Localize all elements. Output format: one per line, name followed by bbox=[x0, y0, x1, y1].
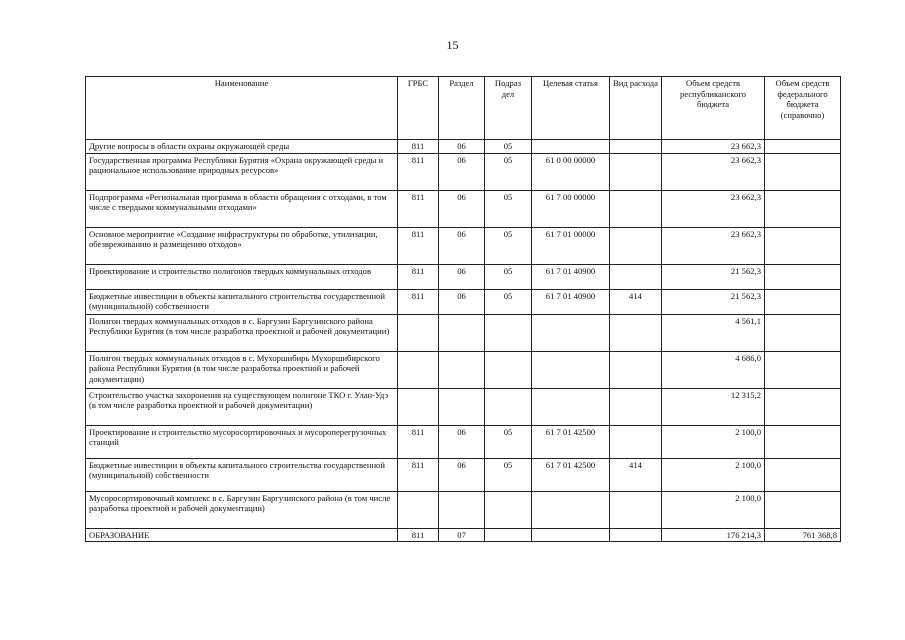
table-row bbox=[86, 351, 841, 388]
cell-respublika: 23 662,3 bbox=[662, 153, 765, 190]
cell-federal bbox=[765, 314, 841, 351]
cell-grbs: 811 bbox=[398, 140, 439, 154]
cell-razdel: 06 bbox=[439, 425, 485, 458]
cell-respublika: 2 100,0 bbox=[662, 491, 765, 528]
cell-celevaya: 61 7 01 40900 bbox=[532, 289, 610, 314]
cell-respublika: 2 100,0 bbox=[662, 425, 765, 458]
cell-grbs: 811 bbox=[398, 289, 439, 314]
cell-podrazdel: 05 bbox=[485, 140, 532, 154]
cell-vid: 414 bbox=[610, 458, 662, 491]
cell-federal bbox=[765, 491, 841, 528]
cell-celevaya: 61 7 00 00000 bbox=[532, 190, 610, 227]
cell-celevaya bbox=[532, 314, 610, 351]
cell-razdel: 06 bbox=[439, 264, 485, 289]
cell-vid bbox=[610, 190, 662, 227]
cell-celevaya bbox=[532, 351, 610, 388]
cell-razdel bbox=[439, 351, 485, 388]
cell-federal bbox=[765, 153, 841, 190]
cell-respublika: 2 100,0 bbox=[662, 458, 765, 491]
table-row bbox=[86, 458, 841, 491]
table-row bbox=[86, 425, 841, 458]
cell-federal bbox=[765, 458, 841, 491]
cell-razdel: 06 bbox=[439, 458, 485, 491]
cell-podrazdel: 05 bbox=[485, 227, 532, 264]
table-header-row bbox=[86, 77, 841, 140]
cell-respublika: 23 662,3 bbox=[662, 190, 765, 227]
cell-name: Полигон твердых коммунальных отходов в с. Мухоршибирь Мухоршибирского района Республики Бурятия (в том числе разработка проектной и рабочей документации) bbox=[86, 351, 398, 388]
cell-celevaya bbox=[532, 528, 610, 542]
cell-respublika: 21 562,3 bbox=[662, 264, 765, 289]
cell-celevaya: 61 7 01 42500 bbox=[532, 458, 610, 491]
cell-grbs bbox=[398, 491, 439, 528]
cell-vid bbox=[610, 314, 662, 351]
header-federal: Объем средств федерального бюджета (справочно) bbox=[765, 77, 841, 140]
cell-grbs: 811 bbox=[398, 227, 439, 264]
cell-vid bbox=[610, 351, 662, 388]
cell-razdel bbox=[439, 491, 485, 528]
cell-name: Мусоросортировочный комплекс в с. Баргузин Баргузинского района (в том числе разработка проектной и рабочей документации) bbox=[86, 491, 398, 528]
cell-celevaya: 61 0 00 00000 bbox=[532, 153, 610, 190]
cell-podrazdel bbox=[485, 388, 532, 425]
cell-name: Другие вопросы в области охраны окружающей среды bbox=[86, 140, 398, 154]
cell-grbs: 811 bbox=[398, 190, 439, 227]
header-grbs: ГРБС bbox=[398, 77, 439, 140]
cell-federal bbox=[765, 190, 841, 227]
table-body bbox=[86, 140, 841, 542]
table-row bbox=[86, 491, 841, 528]
cell-name: ОБРАЗОВАНИЕ bbox=[86, 528, 398, 542]
cell-podrazdel: 05 bbox=[485, 458, 532, 491]
cell-vid: 414 bbox=[610, 289, 662, 314]
header-vid: Вид расхода bbox=[610, 77, 662, 140]
cell-podrazdel bbox=[485, 528, 532, 542]
cell-vid bbox=[610, 491, 662, 528]
cell-grbs bbox=[398, 351, 439, 388]
cell-celevaya: 61 7 01 40900 bbox=[532, 264, 610, 289]
cell-razdel: 06 bbox=[439, 153, 485, 190]
header-name: Наименование bbox=[86, 77, 398, 140]
budget-table bbox=[85, 76, 841, 542]
cell-grbs: 811 bbox=[398, 528, 439, 542]
page-number: 15 bbox=[446, 38, 459, 52]
table-row bbox=[86, 388, 841, 425]
table-row bbox=[86, 289, 841, 314]
cell-grbs: 811 bbox=[398, 458, 439, 491]
cell-federal: 761 368,8 bbox=[765, 528, 841, 542]
cell-federal bbox=[765, 140, 841, 154]
cell-razdel bbox=[439, 388, 485, 425]
cell-grbs bbox=[398, 388, 439, 425]
cell-name: Основное мероприятие «Создание инфраструктуры по обработке, утилизации, обезвреживанию и размещению отходов» bbox=[86, 227, 398, 264]
cell-name: Проектирование и строительство мусоросортировочных и мусороперегрузочных станций bbox=[86, 425, 398, 458]
cell-respublika: 12 315,2 bbox=[662, 388, 765, 425]
table-row bbox=[86, 528, 841, 542]
cell-federal bbox=[765, 425, 841, 458]
table-row bbox=[86, 314, 841, 351]
cell-respublika: 4 561,1 bbox=[662, 314, 765, 351]
cell-vid bbox=[610, 528, 662, 542]
table-row bbox=[86, 227, 841, 264]
cell-name: Подпрограмма «Региональная программа в области обращения с отходами, в том числе с твердыми коммунальными отходами» bbox=[86, 190, 398, 227]
cell-celevaya bbox=[532, 388, 610, 425]
cell-name: Бюджетные инвестиции в объекты капитального строительства государственной (муниципальной) собственности bbox=[86, 289, 398, 314]
header-celevaya: Целевая статья bbox=[532, 77, 610, 140]
header-razdel: Раздел bbox=[439, 77, 485, 140]
cell-celevaya bbox=[532, 491, 610, 528]
cell-razdel: 07 bbox=[439, 528, 485, 542]
cell-vid bbox=[610, 227, 662, 264]
cell-vid bbox=[610, 153, 662, 190]
cell-celevaya: 61 7 01 00000 bbox=[532, 227, 610, 264]
cell-federal bbox=[765, 227, 841, 264]
cell-vid bbox=[610, 140, 662, 154]
header-respublika: Объем средств республиканского бюджета bbox=[662, 77, 765, 140]
cell-grbs: 811 bbox=[398, 425, 439, 458]
cell-federal bbox=[765, 388, 841, 425]
cell-grbs: 811 bbox=[398, 264, 439, 289]
cell-podrazdel bbox=[485, 491, 532, 528]
cell-vid bbox=[610, 388, 662, 425]
cell-razdel: 06 bbox=[439, 227, 485, 264]
cell-podrazdel: 05 bbox=[485, 425, 532, 458]
cell-respublika: 4 686,0 bbox=[662, 351, 765, 388]
header-podrazdel: Подраз дел bbox=[485, 77, 532, 140]
table-row bbox=[86, 140, 841, 154]
cell-razdel: 06 bbox=[439, 289, 485, 314]
cell-federal bbox=[765, 264, 841, 289]
cell-vid bbox=[610, 425, 662, 458]
cell-grbs bbox=[398, 314, 439, 351]
cell-razdel: 06 bbox=[439, 140, 485, 154]
cell-federal bbox=[765, 351, 841, 388]
cell-podrazdel: 05 bbox=[485, 289, 532, 314]
cell-name: Государственная программа Республики Бурятия «Охрана окружающей среды и рациональное использование природных ресурсов» bbox=[86, 153, 398, 190]
cell-respublika: 23 662,3 bbox=[662, 140, 765, 154]
cell-podrazdel: 05 bbox=[485, 190, 532, 227]
cell-federal bbox=[765, 289, 841, 314]
cell-podrazdel bbox=[485, 314, 532, 351]
cell-celevaya bbox=[532, 140, 610, 154]
cell-podrazdel: 05 bbox=[485, 153, 532, 190]
table-row bbox=[86, 190, 841, 227]
cell-respublika: 176 214,3 bbox=[662, 528, 765, 542]
cell-podrazdel: 05 bbox=[485, 264, 532, 289]
cell-respublika: 21 562,3 bbox=[662, 289, 765, 314]
cell-name: Бюджетные инвестиции в объекты капитального строительства государственной (муниципальной) собственности bbox=[86, 458, 398, 491]
cell-vid bbox=[610, 264, 662, 289]
cell-name: Строительство участка захоронения на существующем полигоне ТКО г. Улан-Удэ (в том числе разработка проектной и рабочей документации) bbox=[86, 388, 398, 425]
cell-name: Полигон твердых коммунальных отходов в с. Баргузин Баргузинского района Республики Бурятия (в том числе разработка проектной и рабочей документации) bbox=[86, 314, 398, 351]
table-row bbox=[86, 264, 841, 289]
cell-celevaya: 61 7 01 42500 bbox=[532, 425, 610, 458]
cell-razdel: 06 bbox=[439, 190, 485, 227]
cell-razdel bbox=[439, 314, 485, 351]
cell-respublika: 23 662,3 bbox=[662, 227, 765, 264]
cell-name: Проектирование и строительство полигонов твердых коммунальных отходов bbox=[86, 264, 398, 289]
cell-podrazdel bbox=[485, 351, 532, 388]
table-row bbox=[86, 153, 841, 190]
cell-grbs: 811 bbox=[398, 153, 439, 190]
